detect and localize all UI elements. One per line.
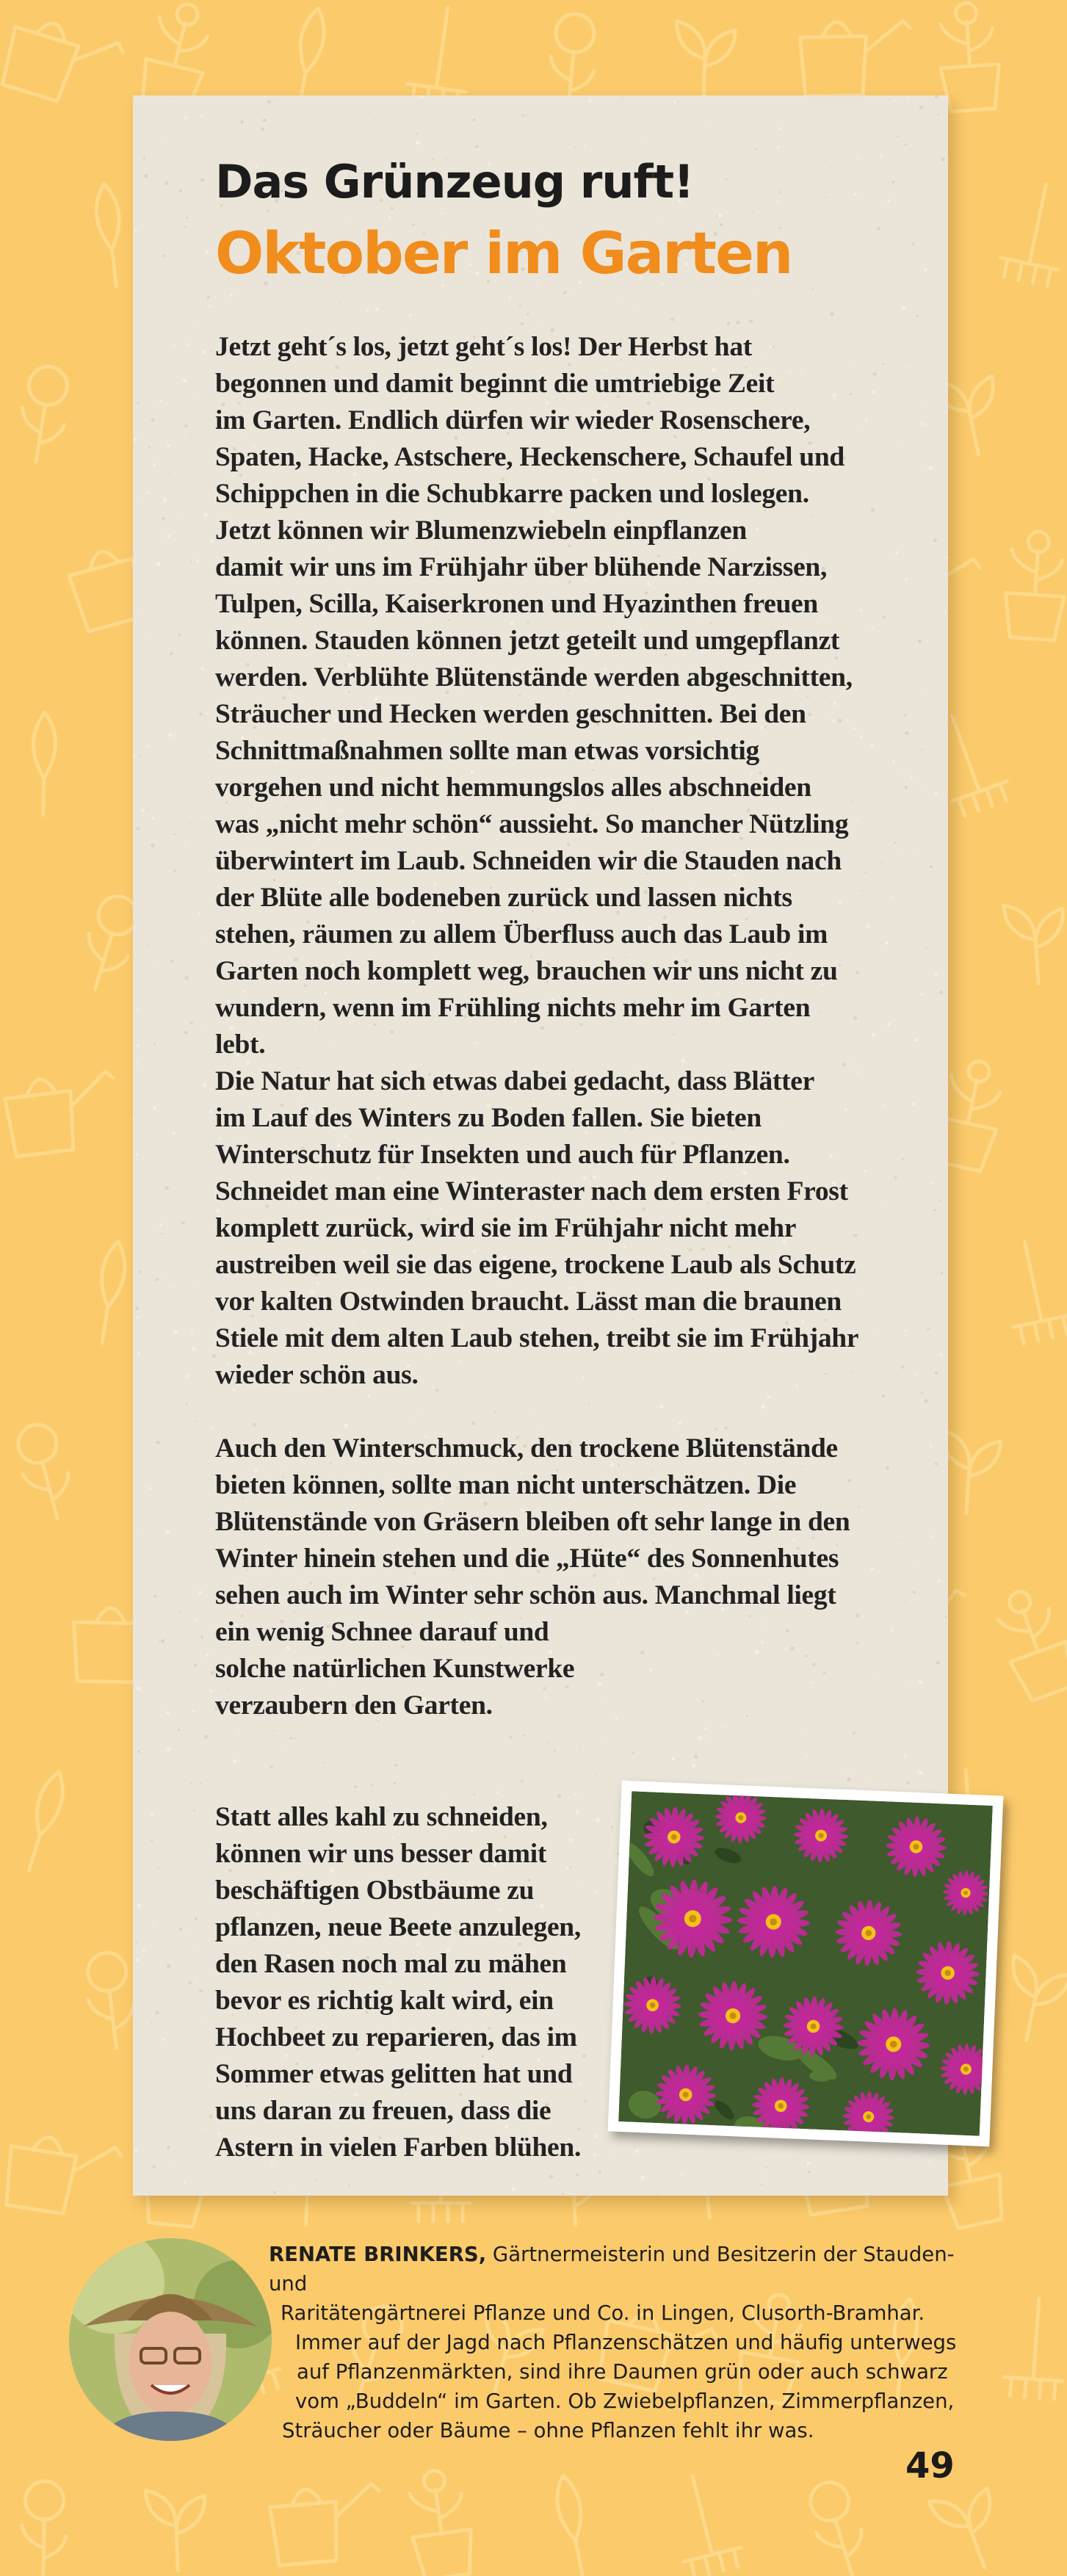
paragraph-line: beschäftigen Obstbäume zu (215, 1875, 535, 1906)
watering-can-icon (0, 13, 125, 115)
paragraph-line: lebt. (215, 1030, 266, 1060)
dandelion-icon (83, 1950, 139, 2051)
paragraph-line: wieder schön aus. (215, 1360, 419, 1390)
dandelion-icon (14, 363, 73, 466)
paragraph-line: solche natürlichen Kunstwerke (215, 1654, 575, 1684)
seedling-icon (1004, 901, 1067, 985)
dandelion-icon (803, 2477, 873, 2576)
paragraph-line: bevor es richtig kalt wird, ein (215, 1986, 554, 2016)
paragraph-line: Die Natur hat sich etwas dabei gedacht, dass Blätter (215, 1066, 814, 1096)
paragraph-line: den Rasen noch mal zu mähen (215, 1949, 567, 1979)
author-bio-line: vom „Buddeln“ im Garten. Ob Zwiebelpflanzen, Zimmerpflanzen, (295, 2389, 955, 2413)
article-paragraph-1 (215, 329, 853, 1063)
paragraph-line: Spaten, Hacke, Astschere, Heckenschere, Schaufel und (215, 442, 844, 472)
paragraph-line: vor kalten Ostwinden braucht. Lässt man die braunen (215, 1287, 842, 1317)
paragraph-line: pflanzen, neue Beete anzulegen, (215, 1912, 581, 1942)
watering-can-icon (269, 2483, 385, 2566)
author-bio-line: Immer auf der Jagd nach Pflanzenschätzen und häufig unterwegs (295, 2331, 957, 2354)
flower-pot-icon (404, 2467, 477, 2576)
paragraph-line: werden. Verblühte Blütenstände werden abgeschnitten, (215, 662, 853, 692)
author-portrait (69, 2238, 272, 2441)
paragraph-line: Tulpen, Scilla, Kaiserkronen und Hyazinthen freuen (215, 589, 818, 619)
page-number: 49 (905, 2445, 955, 2486)
rake-icon (664, 2469, 745, 2576)
seedling-icon (997, 1955, 1067, 2047)
author-bio-line: Gärtnermeisterin und Besitzerin der Stauden- und (269, 2243, 955, 2295)
paragraph-line: Hochbeet zu reparieren, das im (215, 2022, 577, 2052)
paragraph-line: Winter hinein stehen und die „Hüte“ des Sonnenhutes (215, 1544, 839, 1574)
watering-can-icon (3, 1071, 121, 1157)
dandelion-icon (11, 1419, 79, 1524)
seedling-icon (145, 2489, 207, 2572)
watering-can-icon (2, 2132, 123, 2221)
garden-trowel-icon (32, 712, 56, 816)
flower-pot-icon (988, 1582, 1067, 1704)
paragraph-line: Jetzt geht´s los, jetzt geht´s los! Der Herbst hat (215, 332, 752, 362)
author-bio (269, 2240, 996, 2445)
paragraph-line: im Lauf des Winters zu Boden fallen. Sie bieten (215, 1103, 762, 1133)
paragraph-line: bieten können, sollte man nicht unterschätzen. Die (215, 1470, 797, 1500)
garden-trowel-icon (18, 1769, 70, 1874)
paragraph-line: Stiele mit dem alten Laub stehen, treibt sie im Frühjahr (215, 1323, 859, 1353)
article-paragraph-4 (215, 1799, 581, 2166)
seedling-icon (929, 2481, 1012, 2576)
paragraph-line: können. Stauden können jetzt geteilt und umgepflanzt (215, 626, 840, 656)
garden-trowel-icon (91, 1240, 129, 1345)
paragraph-line: begonnen und damit beginnt die umtriebige Zeit (215, 369, 775, 399)
paragraph-line: Auch den Winterschmuck, den trockene Blütenstände (215, 1433, 838, 1464)
author-name: RENATE BRINKERS, (269, 2243, 487, 2266)
rake-icon (405, 4, 477, 110)
paragraph-line: Schnittmaßnahmen sollte man etwas vorsichtig (215, 736, 759, 766)
seedling-icon (674, 21, 736, 104)
paragraph-line: Schneidet man eine Winteraster nach dem ersten Frost (215, 1176, 848, 1206)
rake-icon (996, 1236, 1067, 1345)
paragraph-line: uns daran zu freuen, dass die (215, 2096, 551, 2126)
paragraph-line: Winterschutz für Insekten und auch für Pflanzen. (215, 1140, 790, 1170)
paragraph-line: stehen, räumen zu allem Überfluss auch das Laub im (215, 919, 828, 949)
paragraph-line: können wir uns besser damit (215, 1839, 547, 1869)
article-headline: Das Grünzeug ruft! (215, 155, 694, 209)
paragraph-line: Blütenstände von Gräsern bleiben oft sehr lange in den (215, 1507, 850, 1537)
dandelion-icon (21, 2481, 67, 2576)
paragraph-line: im Garten. Endlich dürfen wir wieder Rosenschere, (215, 405, 811, 435)
aster-photo (608, 1781, 1004, 2146)
paragraph-line: was „nicht mehr schön“ aussieht. So mancher Nützling (215, 809, 849, 839)
paragraph-line: überwintert im Laub. Schneiden wir die Stauden nach (215, 846, 842, 876)
paragraph-line: verzaubern den Garten. (215, 1690, 493, 1721)
article-subheadline: Oktober im Garten (215, 221, 792, 287)
author-bio-line: Sträucher oder Bäume – ohne Pflanzen fehlt ihr was. (282, 2419, 814, 2442)
author-bio-line: auf Pflanzenmärkten, sind ihre Daumen grün oder auch schwarz (297, 2360, 948, 2384)
article-paragraph-3 (215, 1430, 850, 1724)
paragraph-line: komplett zurück, wird sie im Frühjahr nicht mehr (215, 1213, 797, 1243)
paragraph-line: austreiben weil sie das eigene, trockene Laub als Schutz (215, 1250, 856, 1280)
paragraph-line: Schippchen in die Schubkarre packen und loslegen. (215, 479, 809, 509)
paragraph-line: damit wir uns im Frühjahr über blühende Narzissen, (215, 552, 828, 582)
garden-trowel-icon (93, 183, 128, 288)
paragraph-line: sehen auch im Winter sehr schön aus. Manchmal liegt (215, 1580, 836, 1610)
rake-icon (997, 178, 1067, 288)
aster-flowers-image (618, 1791, 993, 2135)
article-paragraph-2 (215, 1063, 858, 1394)
paragraph-line: Garten noch komplett weg, brauchen wir uns nicht zu (215, 956, 838, 986)
garden-trowel-icon (552, 2473, 593, 2576)
paragraph-line: der Blüte alle bodeneben zurück und lassen nichts (215, 883, 792, 913)
rake-icon (1003, 2296, 1067, 2399)
paragraph-line: Sträucher und Hecken werden geschnitten. Bei den (215, 699, 806, 729)
paragraph-line: ein wenig Schnee darauf und (215, 1617, 549, 1647)
author-bio-line: Raritätengärtnerei Pflanze und Co. in Lingen, Clusorth-Bramhar. (281, 2301, 925, 2325)
flower-pot-icon (1002, 529, 1067, 640)
paragraph-line: vorgehen und nicht hemmungslos alles abschneiden (215, 773, 811, 803)
author-portrait-image (69, 2238, 272, 2441)
paragraph-line: wundern, wenn im Frühling nichts mehr im Garten (215, 993, 811, 1023)
paragraph-line: Statt alles kahl zu schneiden, (215, 1802, 548, 1832)
paragraph-line: Astern in vielen Farben blühen. (215, 2132, 582, 2163)
paragraph-line: Jetzt können wir Blumenzwiebeln einpflanzen (215, 515, 747, 546)
paragraph-line: Sommer etwas gelitten hat und (215, 2059, 573, 2089)
watering-can-icon (800, 21, 911, 96)
